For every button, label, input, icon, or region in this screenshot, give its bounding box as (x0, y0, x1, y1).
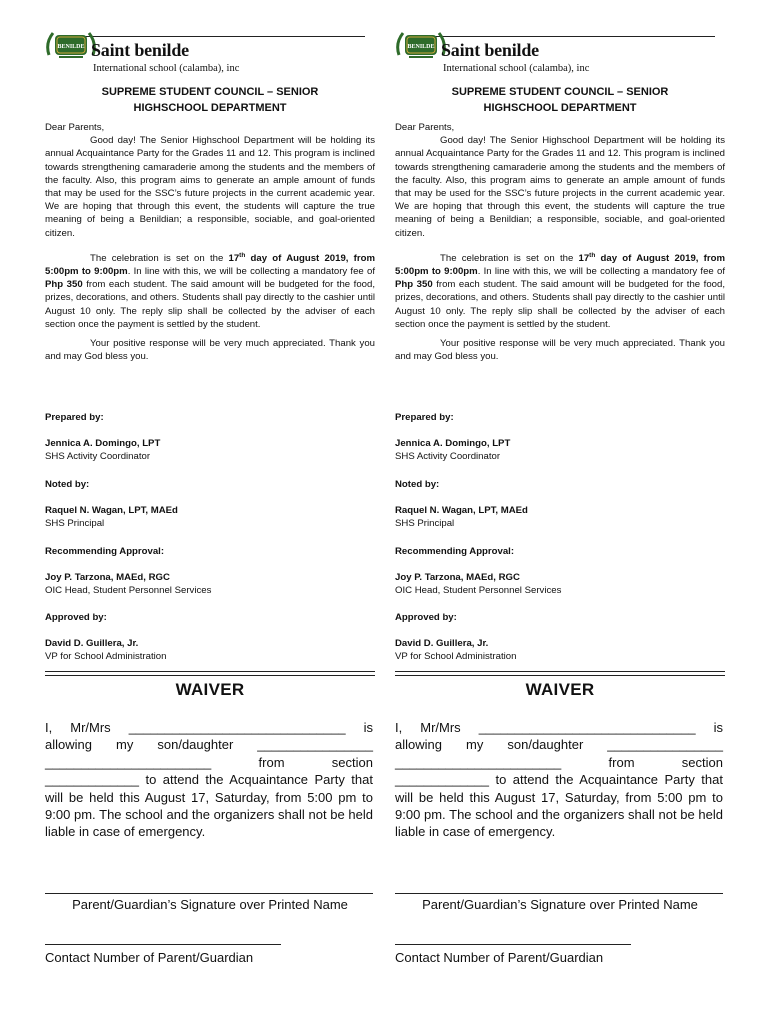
school-subtitle: International school (calamba), inc (93, 63, 240, 74)
letter-body (395, 121, 725, 363)
header-rule (417, 36, 715, 37)
p2-mid: . In line with this, we will be collecting a mandatory fee of (477, 266, 725, 278)
signatory-noted (45, 478, 375, 530)
department-heading (395, 84, 725, 116)
signatory-label: Recommending Approval: (45, 546, 165, 557)
signatory-title: SHS Activity Coordinator (395, 451, 501, 462)
p2-intro: The celebration is set on the (440, 252, 579, 264)
header-rule (67, 36, 365, 37)
signatory-label: Prepared by: (395, 412, 454, 423)
school-name: Saint benilde (441, 40, 539, 60)
school-name: Saint benilde (91, 40, 189, 60)
p2-day-suffix: th (239, 251, 246, 259)
department-line-1: SUPREME STUDENT COUNCIL – SENIOR (101, 86, 319, 98)
p2-intro: The celebration is set on the (90, 252, 229, 264)
waiver-title: WAIVER (175, 680, 245, 699)
department-line-1: SUPREME STUDENT COUNCIL – SENIOR (451, 86, 669, 98)
signatory-label: Approved by: (45, 612, 107, 623)
signatory-title: SHS Principal (395, 518, 455, 529)
signature-caption: Parent/Guardian’s Signature over Printed Name (72, 897, 348, 912)
signatory-title: VP for School Administration (45, 651, 167, 662)
signatory-noted (395, 478, 725, 530)
waiver-body: I, Mr/Mrs ______________________________ is allowing my son/daughter ________________ _______________________ from section _____________ to attend the Acquaintance Party that will be held this August 17, Saturday, from 5:00 pm to 9:00 pm. The school and the organizers shall not be held liable in case of emergency. (45, 720, 373, 840)
section-divider (45, 671, 375, 676)
p2-day-suffix: th (589, 251, 596, 259)
department-heading (45, 84, 375, 116)
school-logo-icon (45, 29, 97, 63)
signatory-name: Raquel N. Wagan, LPT, MAEd (45, 505, 178, 516)
signatory-label: Noted by: (395, 479, 440, 490)
p2-day: 17 (228, 252, 240, 264)
contact-line (45, 944, 281, 945)
waiver-title: WAIVER (525, 680, 595, 699)
signatory-name: Joy P. Tarzona, MAEd, RGC (45, 572, 170, 583)
signatory-title: SHS Activity Coordinator (45, 451, 151, 462)
p2-rest: from each student. The said amount will be budgeted for the food, prizes, decorations, and others. Students shall pay directly to the cashier until August 10 only. The reply slip shall be collected by the adviser of each section once the payment is settled by the student. (45, 279, 376, 330)
p2-fee: Php 350 (395, 279, 433, 291)
paragraph-2 (45, 252, 375, 331)
p2-date: day of August 2019, from 5:00pm to 9:00pm (45, 252, 375, 278)
paragraph-1: Good day! The Senior Highschool Department will be holding its annual Acquaintance Party for the Grades 11 and 12. This program is inclined towards strengthening camaraderie among the students and the members of the faculty. Also, this program aims to generate an ample amount of funds that may be used for the SSC’s future projects in the current academic year. We are hoping that through this event, the students will capture the true meaning of being a Benildian; a responsible, sociable, and goal-oriented citizen. (395, 135, 725, 239)
salutation: Dear Parents, (45, 122, 105, 133)
signature-line (395, 893, 723, 894)
p2-day: 17 (578, 252, 590, 264)
signatory-approved (395, 611, 725, 663)
signatory-label: Approved by: (395, 612, 457, 623)
signatory-name: Joy P. Tarzona, MAEd, RGC (395, 572, 520, 583)
contact-caption: Contact Number of Parent/Guardian (395, 950, 604, 965)
signatory-name: David D. Guillera, Jr. (395, 638, 489, 649)
signature-line (45, 893, 373, 894)
waiver-body: I, Mr/Mrs ______________________________ is allowing my son/daughter ________________ _______________________ from section _____________ to attend the Acquaintance Party that will be held this August 17, Saturday, from 5:00 pm to 9:00 pm. The school and the organizers shall not be held liable in case of emergency. (395, 720, 723, 840)
signatory-prepared (395, 411, 725, 463)
signatory-recommending (45, 545, 375, 597)
paragraph-2 (395, 252, 725, 331)
signatory-title: VP for School Administration (395, 651, 517, 662)
signatory-title: SHS Principal (45, 518, 105, 529)
logo-lettering: BENILDE (57, 44, 85, 50)
signatory-label: Recommending Approval: (395, 546, 515, 557)
contact-line (395, 944, 631, 945)
department-line-2: HIGHSCHOOL DEPARTMENT (483, 102, 637, 114)
signatory-name: Jennica A. Domingo, LPT (45, 438, 161, 449)
signature-caption: Parent/Guardian’s Signature over Printed Name (422, 897, 698, 912)
signatory-name: Raquel N. Wagan, LPT, MAEd (395, 505, 528, 516)
signatory-prepared (45, 411, 375, 463)
paragraph-1: Good day! The Senior Highschool Department will be holding its annual Acquaintance Party for the Grades 11 and 12. This program is inclined towards strengthening camaraderie among the students and the members of the faculty. Also, this program aims to generate an ample amount of funds that may be used for the SSC’s future projects in the current academic year. We are hoping that through this event, the students will capture the true meaning of being a Benildian; a responsible, sociable, and goal-oriented citizen. (45, 135, 375, 239)
p2-fee: Php 350 (45, 279, 83, 291)
paragraph-3: Your positive response will be very much appreciated. Thank you and may God bless you. (395, 338, 725, 363)
logo-lettering: BENILDE (407, 44, 435, 50)
signatory-title: OIC Head, Student Personnel Services (45, 585, 212, 596)
p2-date: day of August 2019, from 5:00pm to 9:00pm (395, 252, 725, 278)
signatory-name: Jennica A. Domingo, LPT (395, 438, 511, 449)
signatory-name: David D. Guillera, Jr. (45, 638, 139, 649)
signatory-recommending (395, 545, 725, 597)
salutation: Dear Parents, (395, 122, 455, 133)
department-line-2: HIGHSCHOOL DEPARTMENT (133, 102, 287, 114)
section-divider (395, 671, 725, 676)
signatory-label: Noted by: (45, 479, 90, 490)
school-logo-icon (395, 29, 447, 63)
signatory-label: Prepared by: (45, 412, 104, 423)
school-subtitle: International school (calamba), inc (443, 63, 590, 74)
paragraph-3: Your positive response will be very much appreciated. Thank you and may God bless you. (45, 338, 375, 363)
signatory-title: OIC Head, Student Personnel Services (395, 585, 562, 596)
contact-caption: Contact Number of Parent/Guardian (45, 950, 254, 965)
letter-body (45, 121, 375, 363)
signatory-approved (45, 611, 375, 663)
p2-rest: from each student. The said amount will be budgeted for the food, prizes, decorations, and others. Students shall pay directly to the cashier until August 10 only. The reply slip shall be collected by the adviser of each section once the payment is settled by the student. (395, 279, 726, 330)
p2-mid: . In line with this, we will be collecting a mandatory fee of (127, 266, 375, 278)
